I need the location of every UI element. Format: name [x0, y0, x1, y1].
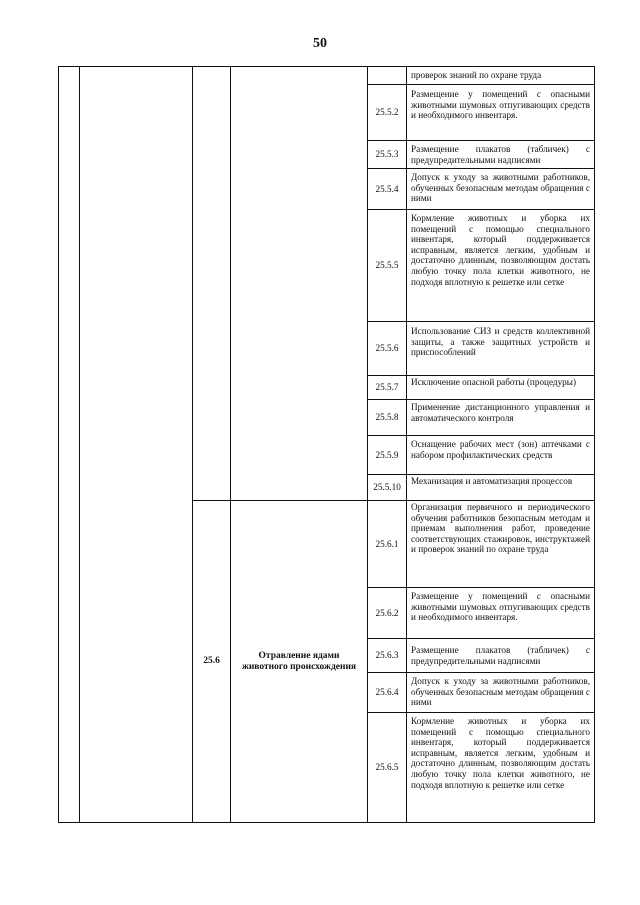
measure-text: Размещение у помещений с опасными животными шумовых отпугивающих средств и необходимого инвентаря. [411, 591, 590, 623]
measure-code: 25.5.7 [375, 382, 399, 393]
measure-code: 25.5.2 [375, 107, 399, 118]
hazard-name: Отравление ядами животного происхождения [241, 650, 357, 672]
measure-text: Допуск к уходу за животными работников, обученных безопасным методам обращения с ними [411, 676, 590, 708]
measure-code: 25.6.1 [375, 538, 399, 549]
measure-code: 25.5.10 [373, 482, 401, 493]
measure-text: Организация первичного и периодического обучения работников безопасным методам и приемам выполнения работ, проведение соответствующих стажировок, инструктажей и проверок знаний по охране труда [411, 502, 590, 555]
measure-text: Кормление животных и уборка их помещений с помощью специального инвентаря, который поддерживается исправным, является легким, удобным и достаточно длинным, позволяющим достать любую точку пола клетки животного, не подходя вплотную к решетке или сетке [411, 213, 590, 287]
measure-text: Кормление животных и уборка их помещений с помощью специального инвентаря, который поддерживается исправным, является легким, удобным и достаточно длинным, позволяющим достать любую точку пола клетки животного, не подходя вплотную к решетке или сетке [411, 716, 590, 790]
measure-text: Размещение у помещений с опасными животными шумовых отпугивающих средств и необходимого инвентаря. [411, 89, 590, 121]
measure-text: Исключение опасной работы (процедуры) [411, 377, 577, 387]
measure-code: 25.5.5 [375, 260, 399, 271]
measure-text: Допуск к уходу за животными работников, обученных безопасным методам обращения с ними [411, 172, 590, 204]
measure-code: 25.6.5 [375, 762, 399, 773]
measure-code: 25.5.3 [375, 149, 399, 160]
measures-table [58, 66, 595, 823]
measure-text: Механизация и автоматизация процессов [411, 476, 573, 486]
page-number: 50 [313, 36, 327, 51]
table-border-left [58, 66, 59, 823]
table-border-bottom [58, 822, 595, 823]
table-border-right [594, 66, 595, 823]
measure-code: 25.5.9 [375, 449, 399, 460]
measure-code: 25.5.4 [375, 183, 399, 194]
measure-text: проверок знаний по охране труда [411, 70, 542, 80]
measure-code: 25.6.4 [375, 687, 399, 698]
column-divider-1 [79, 66, 80, 823]
measure-text: Размещение плакатов (табличек) с предупредительными надписями [411, 144, 590, 165]
measure-text: Оснащение рабочих мест (зон) аптечками с набором профилактических средств [411, 439, 590, 460]
measure-code: 25.6.3 [375, 650, 399, 661]
measure-code: 25.6.2 [375, 607, 399, 618]
measure-text: Использование СИЗ и средств коллективной защиты, а также защитных устройств и приспособлений [411, 326, 590, 358]
hazard-number: 25.6 [203, 656, 220, 667]
measure-code: 25.5.8 [375, 412, 399, 423]
measure-code: 25.5.6 [375, 343, 399, 354]
measure-text: Размещение плакатов (табличек) с предупредительными надписями [411, 645, 590, 666]
measure-text: Применение дистанционного управления и автоматического контроля [411, 402, 590, 423]
